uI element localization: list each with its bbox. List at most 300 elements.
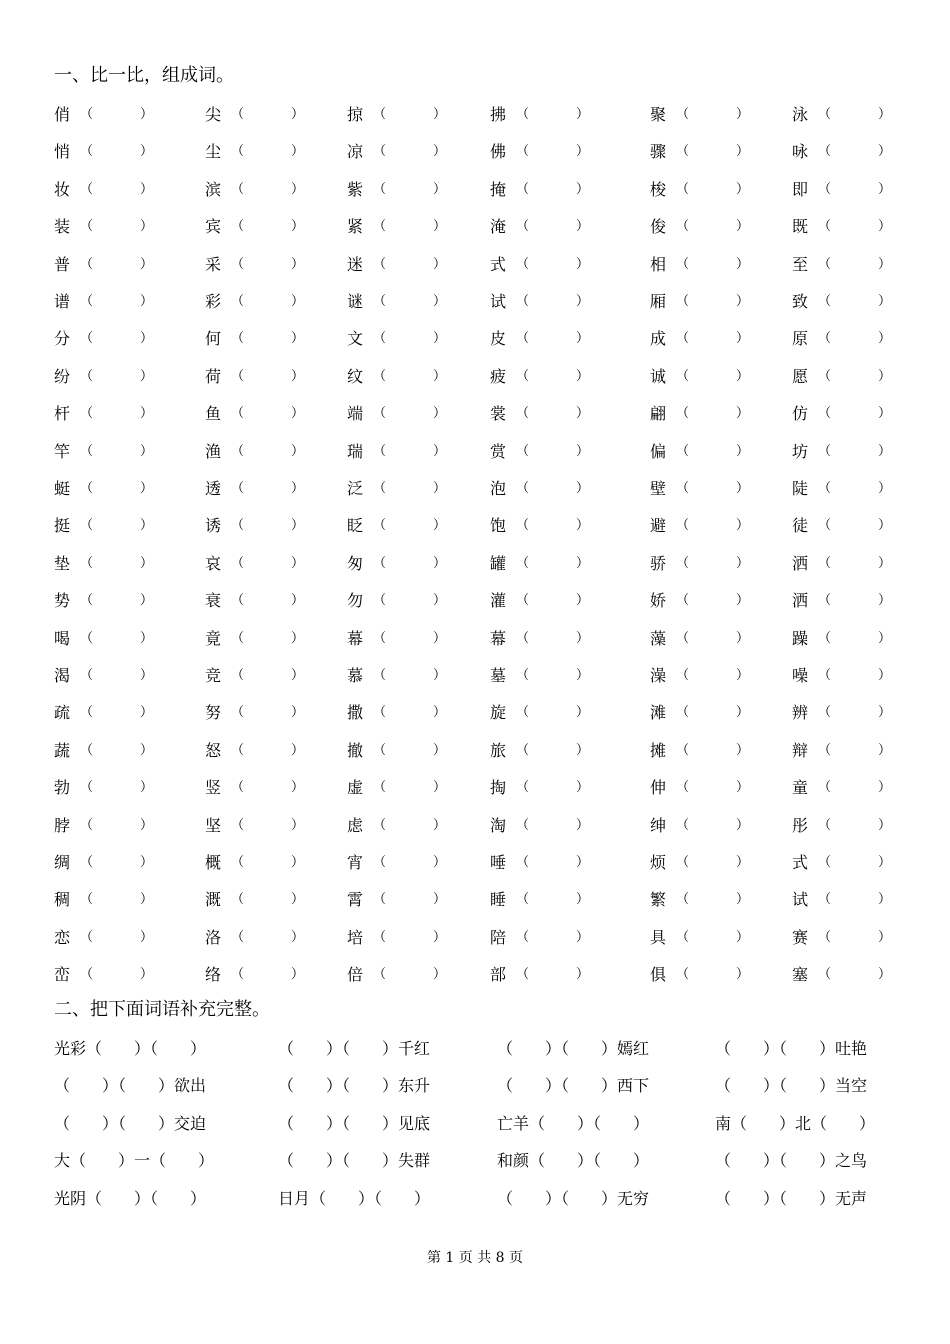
idiom-row xyxy=(0,1036,950,1062)
blank-open-paren: （ xyxy=(80,892,94,908)
blank-open-paren: （ xyxy=(373,107,387,122)
blank-close-paren: ） xyxy=(878,331,892,347)
blank-open-paren: （ xyxy=(80,181,94,197)
character: 徒 xyxy=(792,516,809,536)
blank-close-paren: ） xyxy=(140,518,154,534)
blank-close-paren: ） xyxy=(291,181,305,197)
blank-close-paren: ） xyxy=(140,443,154,459)
blank-close-paren: ） xyxy=(576,219,590,235)
idiom-item: 和颜（ ）（ ） xyxy=(497,1151,650,1171)
character: 睡 xyxy=(490,890,507,910)
section-1-title: 一、比一比，组成词。 xyxy=(54,65,234,86)
blank-open-paren: （ xyxy=(676,892,690,908)
blank-open-paren: （ xyxy=(231,256,245,272)
blank-close-paren: ） xyxy=(433,555,447,571)
character: 骤 xyxy=(650,142,667,162)
character: 藻 xyxy=(650,628,667,648)
blank-open-paren: （ xyxy=(818,742,832,758)
blank-open-paren: （ xyxy=(373,368,387,384)
character: 幕 xyxy=(490,628,507,648)
blank-open-paren: （ xyxy=(676,331,690,347)
blank-close-paren: ） xyxy=(291,630,305,646)
character: 疲 xyxy=(490,366,507,386)
character: 成 xyxy=(650,329,667,349)
character: 罐 xyxy=(490,553,507,573)
character: 慕 xyxy=(347,666,364,685)
character: 何 xyxy=(205,329,222,349)
blank-open-paren: （ xyxy=(818,593,832,609)
blank-close-paren: ） xyxy=(576,181,590,197)
blank-open-paren: （ xyxy=(373,481,387,496)
blank-open-paren: （ xyxy=(516,855,530,870)
character: 相 xyxy=(650,254,667,274)
character: 霄 xyxy=(347,890,364,910)
character: 烦 xyxy=(650,853,667,872)
blank-close-paren: ） xyxy=(576,929,590,945)
blank-close-paren: ） xyxy=(291,406,305,422)
blank-close-paren: ） xyxy=(140,256,154,272)
blank-open-paren: （ xyxy=(676,555,690,571)
blank-close-paren: ） xyxy=(576,967,590,983)
idiom-row xyxy=(0,1148,950,1174)
blank-close-paren: ） xyxy=(140,780,154,796)
blank-open-paren: （ xyxy=(80,780,94,796)
blank-open-paren: （ xyxy=(516,668,530,683)
character: 纷 xyxy=(54,366,71,386)
character: 俱 xyxy=(650,965,667,985)
blank-open-paren: （ xyxy=(80,630,94,646)
blank-close-paren: ） xyxy=(878,555,892,571)
blank-close-paren: ） xyxy=(140,929,154,945)
character: 至 xyxy=(792,254,809,274)
blank-open-paren: （ xyxy=(80,705,94,721)
blank-close-paren: ） xyxy=(878,256,892,272)
blank-open-paren: （ xyxy=(818,331,832,347)
blank-close-paren: ） xyxy=(576,705,590,721)
blank-close-paren: ） xyxy=(140,967,154,983)
blank-open-paren: （ xyxy=(231,443,245,459)
blank-close-paren: ） xyxy=(291,817,305,833)
idiom-item: （ ）（ ）当空 xyxy=(715,1076,868,1096)
character: 咏 xyxy=(792,142,809,162)
character: 宵 xyxy=(347,853,364,872)
blank-close-paren: ） xyxy=(433,219,447,235)
idiom-item: （ ）（ ）交迫 xyxy=(54,1113,207,1133)
idiom-item: （ ）（ ）无声 xyxy=(715,1188,868,1208)
blank-close-paren: ） xyxy=(140,107,154,122)
character: 洛 xyxy=(205,927,222,947)
blank-open-paren: （ xyxy=(231,705,245,721)
character: 繁 xyxy=(650,890,667,910)
blank-close-paren: ） xyxy=(291,555,305,571)
character: 式 xyxy=(792,853,809,872)
character: 滩 xyxy=(650,703,667,723)
character: 童 xyxy=(792,778,809,798)
character: 勃 xyxy=(54,778,71,798)
blank-close-paren: ） xyxy=(433,256,447,272)
blank-open-paren: （ xyxy=(231,929,245,945)
character: 蔬 xyxy=(54,740,71,760)
blank-open-paren: （ xyxy=(373,967,387,983)
blank-close-paren: ） xyxy=(291,967,305,983)
character: 采 xyxy=(205,254,222,274)
blank-open-paren: （ xyxy=(516,929,530,945)
blank-close-paren: ） xyxy=(878,518,892,534)
character: 透 xyxy=(205,479,222,498)
blank-close-paren: ） xyxy=(736,555,750,571)
character: 洒 xyxy=(792,591,809,611)
blank-open-paren: （ xyxy=(231,331,245,347)
blank-close-paren: ） xyxy=(291,368,305,384)
character: 唾 xyxy=(490,853,507,872)
blank-close-paren: ） xyxy=(433,518,447,534)
character: 愿 xyxy=(792,366,809,386)
character: 式 xyxy=(490,254,507,274)
blank-close-paren: ） xyxy=(291,256,305,272)
character: 挺 xyxy=(54,516,71,536)
blank-open-paren: （ xyxy=(818,705,832,721)
character: 部 xyxy=(490,965,507,985)
blank-open-paren: （ xyxy=(676,817,690,833)
blank-close-paren: ） xyxy=(433,780,447,796)
character: 装 xyxy=(54,217,71,237)
blank-close-paren: ） xyxy=(291,742,305,758)
blank-open-paren: （ xyxy=(80,593,94,609)
blank-open-paren: （ xyxy=(516,107,530,122)
blank-open-paren: （ xyxy=(818,892,832,908)
blank-close-paren: ） xyxy=(576,518,590,534)
character: 撒 xyxy=(347,703,364,723)
blank-close-paren: ） xyxy=(291,668,305,683)
character: 竖 xyxy=(205,778,222,798)
blank-close-paren: ） xyxy=(433,144,447,160)
blank-close-paren: ） xyxy=(878,742,892,758)
character: 滨 xyxy=(205,179,222,199)
character: 俊 xyxy=(650,217,667,237)
idiom-row xyxy=(0,1073,950,1099)
blank-close-paren: ） xyxy=(140,742,154,758)
blank-close-paren: ） xyxy=(576,294,590,309)
idiom-item: 光阴（ ）（ ） xyxy=(54,1188,207,1208)
character: 掩 xyxy=(490,179,507,199)
blank-close-paren: ） xyxy=(140,705,154,721)
character: 迷 xyxy=(347,254,364,274)
blank-close-paren: ） xyxy=(736,107,750,122)
blank-open-paren: （ xyxy=(373,256,387,272)
blank-close-paren: ） xyxy=(878,705,892,721)
blank-close-paren: ） xyxy=(433,630,447,646)
blank-open-paren: （ xyxy=(676,630,690,646)
blank-close-paren: ） xyxy=(291,892,305,908)
character: 骄 xyxy=(650,553,667,573)
blank-open-paren: （ xyxy=(231,518,245,534)
blank-open-paren: （ xyxy=(676,443,690,459)
blank-close-paren: ） xyxy=(140,144,154,160)
character: 摊 xyxy=(650,740,667,760)
blank-open-paren: （ xyxy=(516,967,530,983)
blank-close-paren: ） xyxy=(433,107,447,122)
blank-open-paren: （ xyxy=(231,181,245,197)
blank-open-paren: （ xyxy=(80,518,94,534)
character: 泡 xyxy=(490,479,507,498)
blank-open-paren: （ xyxy=(373,555,387,571)
character: 塞 xyxy=(792,965,809,985)
blank-close-paren: ） xyxy=(736,742,750,758)
character: 疏 xyxy=(54,703,71,723)
character: 淹 xyxy=(490,217,507,237)
character: 竿 xyxy=(54,441,71,461)
character: 聚 xyxy=(650,105,667,124)
character: 幕 xyxy=(347,628,364,648)
character: 纹 xyxy=(347,366,364,386)
blank-open-paren: （ xyxy=(676,481,690,496)
idiom-item: （ ）（ ）千红 xyxy=(278,1039,431,1058)
blank-open-paren: （ xyxy=(373,219,387,235)
blank-close-paren: ） xyxy=(736,144,750,160)
blank-close-paren: ） xyxy=(140,219,154,235)
blank-open-paren: （ xyxy=(676,668,690,683)
blank-open-paren: （ xyxy=(516,593,530,609)
blank-open-paren: （ xyxy=(818,107,832,122)
character: 瑞 xyxy=(347,441,364,461)
blank-close-paren: ） xyxy=(433,593,447,609)
blank-close-paren: ） xyxy=(878,892,892,908)
character: 渔 xyxy=(205,441,222,461)
blank-open-paren: （ xyxy=(676,929,690,945)
blank-close-paren: ） xyxy=(878,855,892,870)
blank-open-paren: （ xyxy=(373,294,387,309)
blank-close-paren: ） xyxy=(576,443,590,459)
blank-open-paren: （ xyxy=(818,481,832,496)
idiom-item: 南（ ）北（ ） xyxy=(715,1113,876,1133)
blank-open-paren: （ xyxy=(231,107,245,122)
idiom-item: 日月（ ）（ ） xyxy=(278,1188,431,1208)
character: 旋 xyxy=(490,703,507,723)
character: 原 xyxy=(792,329,809,349)
character: 洒 xyxy=(792,553,809,573)
blank-open-paren: （ xyxy=(516,705,530,721)
page-footer: 第 1 页 共 8 页 xyxy=(426,1250,524,1266)
blank-open-paren: （ xyxy=(231,406,245,422)
blank-close-paren: ） xyxy=(576,742,590,758)
character: 坚 xyxy=(205,815,222,835)
blank-close-paren: ） xyxy=(736,256,750,272)
blank-open-paren: （ xyxy=(516,144,530,160)
blank-close-paren: ） xyxy=(140,368,154,384)
blank-open-paren: （ xyxy=(516,219,530,235)
blank-open-paren: （ xyxy=(818,518,832,534)
character: 坊 xyxy=(792,441,809,461)
character: 泳 xyxy=(792,105,809,124)
idiom-row xyxy=(0,1111,950,1137)
blank-close-paren: ） xyxy=(291,518,305,534)
blank-open-paren: （ xyxy=(373,443,387,459)
character: 络 xyxy=(205,965,222,985)
character: 脖 xyxy=(54,815,71,835)
character: 掏 xyxy=(490,778,507,798)
character: 辨 xyxy=(792,703,809,723)
idiom-item: （ ）（ ）嫣红 xyxy=(497,1039,650,1058)
blank-close-paren: ） xyxy=(736,668,750,683)
blank-close-paren: ） xyxy=(736,443,750,459)
blank-open-paren: （ xyxy=(818,555,832,571)
blank-open-paren: （ xyxy=(231,294,245,309)
character: 竞 xyxy=(205,666,222,685)
blank-close-paren: ） xyxy=(576,481,590,496)
blank-open-paren: （ xyxy=(80,144,94,160)
blank-open-paren: （ xyxy=(231,144,245,160)
character: 荷 xyxy=(205,366,222,386)
character: 试 xyxy=(792,890,809,910)
blank-open-paren: （ xyxy=(80,107,94,122)
character: 噪 xyxy=(792,666,809,685)
character: 悄 xyxy=(54,142,71,162)
blank-open-paren: （ xyxy=(516,481,530,496)
blank-close-paren: ） xyxy=(736,967,750,983)
blank-open-paren: （ xyxy=(818,181,832,197)
blank-close-paren: ） xyxy=(433,368,447,384)
blank-close-paren: ） xyxy=(878,967,892,983)
blank-close-paren: ） xyxy=(736,406,750,422)
blank-open-paren: （ xyxy=(516,256,530,272)
blank-open-paren: （ xyxy=(516,518,530,534)
blank-open-paren: （ xyxy=(231,742,245,758)
blank-close-paren: ） xyxy=(878,368,892,384)
blank-close-paren: ） xyxy=(878,780,892,796)
blank-open-paren: （ xyxy=(516,817,530,833)
blank-open-paren: （ xyxy=(818,817,832,833)
blank-open-paren: （ xyxy=(80,668,94,683)
blank-close-paren: ） xyxy=(291,705,305,721)
blank-open-paren: （ xyxy=(373,668,387,683)
character: 勿 xyxy=(347,591,364,611)
blank-close-paren: ） xyxy=(433,443,447,459)
blank-close-paren: ） xyxy=(433,294,447,309)
blank-close-paren: ） xyxy=(433,331,447,347)
character: 普 xyxy=(54,254,71,274)
blank-close-paren: ） xyxy=(736,817,750,833)
blank-open-paren: （ xyxy=(80,817,94,833)
blank-close-paren: ） xyxy=(291,481,305,496)
blank-open-paren: （ xyxy=(231,817,245,833)
blank-open-paren: （ xyxy=(231,892,245,908)
blank-open-paren: （ xyxy=(516,406,530,422)
character: 虚 xyxy=(347,778,364,798)
idiom-item: （ ）（ ）欲出 xyxy=(54,1076,207,1096)
character: 垫 xyxy=(54,553,71,573)
character: 衰 xyxy=(205,591,222,611)
blank-close-paren: ） xyxy=(576,406,590,422)
blank-open-paren: （ xyxy=(80,331,94,347)
character: 墓 xyxy=(490,666,507,685)
blank-open-paren: （ xyxy=(516,331,530,347)
blank-close-paren: ） xyxy=(878,481,892,496)
blank-close-paren: ） xyxy=(291,107,305,122)
blank-close-paren: ） xyxy=(291,780,305,796)
blank-open-paren: （ xyxy=(231,593,245,609)
blank-open-paren: （ xyxy=(676,256,690,272)
blank-close-paren: ） xyxy=(878,219,892,235)
blank-open-paren: （ xyxy=(676,219,690,235)
blank-open-paren: （ xyxy=(231,219,245,235)
blank-close-paren: ） xyxy=(433,668,447,683)
character: 势 xyxy=(54,591,71,611)
blank-open-paren: （ xyxy=(80,443,94,459)
idiom-item: 亡羊（ ）（ ） xyxy=(497,1113,650,1133)
blank-close-paren: ） xyxy=(140,406,154,422)
blank-close-paren: ） xyxy=(140,331,154,347)
character: 掠 xyxy=(347,105,364,124)
character: 哀 xyxy=(205,553,222,573)
character: 杆 xyxy=(54,404,71,424)
blank-open-paren: （ xyxy=(231,555,245,571)
blank-close-paren: ） xyxy=(736,331,750,347)
blank-open-paren: （ xyxy=(516,368,530,384)
blank-open-paren: （ xyxy=(373,892,387,908)
character: 诱 xyxy=(205,516,222,536)
character: 稠 xyxy=(54,890,71,910)
character: 赏 xyxy=(490,441,507,461)
blank-close-paren: ） xyxy=(736,705,750,721)
character: 渴 xyxy=(54,666,71,685)
character: 灌 xyxy=(490,591,507,611)
blank-open-paren: （ xyxy=(80,294,94,309)
idiom-item: 大（ ）一（ ） xyxy=(54,1151,215,1171)
blank-close-paren: ） xyxy=(433,817,447,833)
blank-open-paren: （ xyxy=(516,181,530,197)
blank-close-paren: ） xyxy=(736,630,750,646)
idiom-item: （ ）（ ）失群 xyxy=(278,1151,431,1171)
character: 饱 xyxy=(490,516,507,536)
blank-open-paren: （ xyxy=(676,742,690,758)
character: 宾 xyxy=(205,217,222,237)
character: 裳 xyxy=(490,404,507,424)
blank-close-paren: ） xyxy=(140,481,154,496)
blank-open-paren: （ xyxy=(818,630,832,646)
blank-close-paren: ） xyxy=(736,294,750,309)
blank-open-paren: （ xyxy=(676,181,690,197)
blank-close-paren: ） xyxy=(576,817,590,833)
blank-close-paren: ） xyxy=(576,630,590,646)
character: 溉 xyxy=(205,890,222,910)
blank-close-paren: ） xyxy=(291,144,305,160)
character: 恋 xyxy=(54,927,71,947)
blank-open-paren: （ xyxy=(676,705,690,721)
blank-open-paren: （ xyxy=(818,294,832,309)
blank-open-paren: （ xyxy=(676,780,690,796)
blank-close-paren: ） xyxy=(291,929,305,945)
character: 匆 xyxy=(347,553,364,573)
character: 辩 xyxy=(792,740,809,760)
blank-open-paren: （ xyxy=(373,518,387,534)
blank-open-paren: （ xyxy=(676,855,690,870)
blank-open-paren: （ xyxy=(80,555,94,571)
character: 谱 xyxy=(54,292,71,311)
blank-open-paren: （ xyxy=(676,144,690,160)
character: 皮 xyxy=(490,329,507,349)
blank-close-paren: ） xyxy=(736,855,750,870)
character: 文 xyxy=(347,329,364,349)
blank-close-paren: ） xyxy=(576,593,590,609)
blank-open-paren: （ xyxy=(676,368,690,384)
character: 躁 xyxy=(792,628,809,648)
blank-close-paren: ） xyxy=(433,406,447,422)
character: 喝 xyxy=(54,628,71,648)
blank-open-paren: （ xyxy=(231,481,245,496)
blank-open-paren: （ xyxy=(80,368,94,384)
blank-close-paren: ） xyxy=(140,181,154,197)
blank-close-paren: ） xyxy=(140,555,154,571)
